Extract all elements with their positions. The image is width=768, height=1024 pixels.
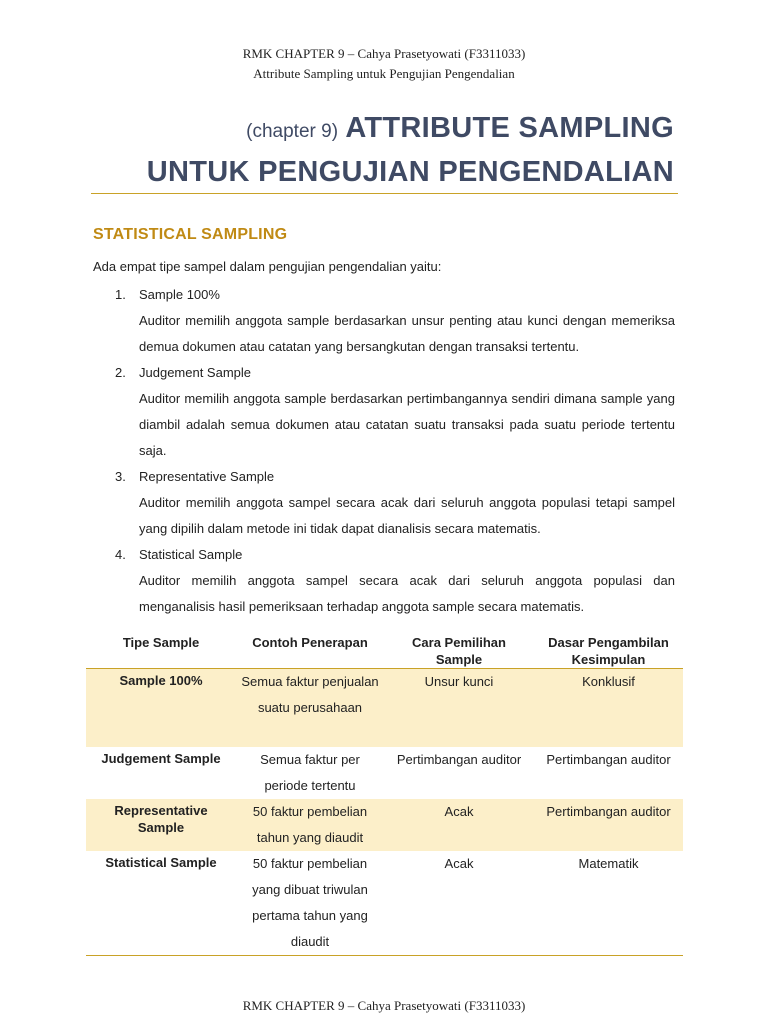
- table-row: [86, 747, 683, 799]
- table-cell: Pertimbangan auditor: [534, 799, 683, 851]
- column-header: Tipe Sample: [86, 633, 236, 669]
- list-number: 2.: [115, 365, 126, 380]
- table-cell: Judgement Sample: [101, 750, 221, 766]
- list-number: 4.: [115, 547, 126, 562]
- list-item: [93, 464, 675, 542]
- table-cell: Acak: [384, 851, 534, 956]
- chapter-title: [147, 108, 674, 192]
- section-heading: STATISTICAL SAMPLING: [93, 226, 288, 243]
- table-row: [86, 669, 683, 747]
- table-cell: Sample 100%: [86, 669, 236, 747]
- section-intro: Ada empat tipe sampel dalam pengujian pengendalian yaitu:: [93, 259, 442, 274]
- table-cell: Statistical Sample: [86, 851, 236, 956]
- list-item-description: Auditor memilih anggota sample berdasarkan pertimbangannya sendiri dimana sample yang diambil adalah semua dokumen atau catatan suatu transaksi pada suatu periode tertentu saja.: [139, 391, 675, 458]
- sample-comparison-table: [86, 633, 683, 956]
- list-item-description: Auditor memilih anggota sampel secara acak dari seluruh anggota populasi dan menganalisis hasil pemeriksaan terhadap anggota sample secara matematis.: [139, 573, 675, 614]
- page-header: [0, 44, 768, 84]
- list-number: 3.: [115, 469, 126, 484]
- title-line-1: [147, 108, 674, 152]
- table-cell: 50 faktur pembelian yang dibuat triwulan pertama tahun yang diaudit: [236, 851, 384, 956]
- table-cell: Semua faktur per periode tertentu: [260, 751, 360, 793]
- table-cell: Unsur kunci: [384, 669, 534, 747]
- list-item-name: Representative Sample: [139, 469, 275, 484]
- table-row: [86, 851, 683, 956]
- header-line-1: RMK CHAPTER 9 – Cahya Prasetyowati (F3311033): [242, 46, 526, 61]
- table-header-row: [86, 633, 683, 669]
- table-cell: Pertimbangan auditor: [546, 751, 671, 767]
- list-item-name: Statistical Sample: [139, 547, 243, 562]
- title-line-2: UNTUK PENGUJIAN PENGENDALIAN: [146, 156, 674, 188]
- table-cell: Semua faktur penjualan suatu perusahaan: [236, 669, 384, 747]
- footer-line-1: RMK CHAPTER 9 – Cahya Prasetyowati (F3311033): [242, 998, 526, 1013]
- column-header: Cara Pemilihan Sample: [384, 633, 534, 669]
- title-main-1: ATTRIBUTE SAMPLING: [345, 112, 674, 144]
- header-line-2: Attribute Sampling untuk Pengujian Pengendalian: [253, 66, 515, 81]
- list-item-description: Auditor memilih anggota sampel secara acak dari seluruh anggota populasi tetapi sampel yang dipilih dalam metode ini tidak dapat dianalisis secara matematis.: [139, 495, 675, 536]
- column-header: Contoh Penerapan: [236, 633, 384, 669]
- list-item-name: Sample 100%: [139, 287, 220, 302]
- page-footer: [0, 996, 768, 1016]
- table-cell: Matematik: [534, 851, 683, 956]
- table-cell: Konklusif: [534, 669, 683, 747]
- sample-type-list: [93, 282, 675, 620]
- list-item-description: Auditor memilih anggota sample berdasarkan unsur penting atau kunci dengan memeriksa demua dokumen atau catatan yang bersangkutan dengan transaksi tertentu.: [139, 313, 675, 354]
- table-cell: Acak: [384, 799, 534, 851]
- list-item-name: Judgement Sample: [139, 365, 252, 380]
- list-item: [93, 360, 675, 464]
- table-cell: 50 faktur pembelian tahun yang diaudit: [236, 799, 384, 851]
- chapter-prefix: (chapter 9): [246, 121, 339, 142]
- title-divider: [91, 193, 678, 194]
- list-number: 1.: [115, 287, 126, 302]
- list-item: [93, 282, 675, 360]
- list-item: [93, 542, 675, 620]
- table-row: [86, 799, 683, 851]
- table-cell: Representative Sample: [86, 799, 236, 851]
- table-cell: Pertimbangan auditor: [396, 751, 522, 767]
- column-header: Dasar Pengambilan Kesimpulan: [534, 633, 683, 669]
